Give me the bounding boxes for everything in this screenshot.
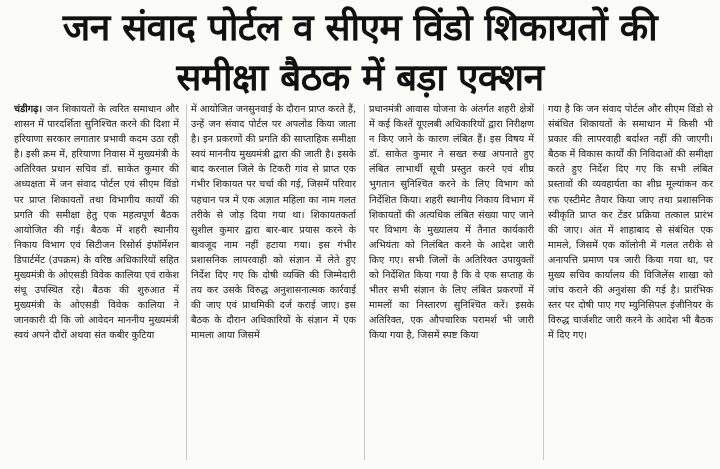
article-column-1 — [14, 102, 179, 464]
article-body — [14, 102, 714, 464]
column-3-text: प्रधानमंत्री आवास योजना के अंतर्गत शहरी क्षेत्रों में कई किश्तें यूएलबी अधिकारियों द्वारा निरीक्षण न किए जाने के कारण लंबित हैं। इस विषय में डॉ. साकेत कुमार ने सख्त रुख अपनाते हुए लंबित लाभार्थी सूची प्रस्तुत करने एवं शीघ्र भुगतान सुनिश्चित करने के लिए विभाग को निर्देशित किया। शहरी स्थानीय निकाय विभाग में शिकायतों की अत्यधिक लंबित संख्या पाए जाने पर विभाग के मुख्यालय में तैनात कार्यकारी अभियंता को निलंबित करने के आदेश जारी किए गए। सभी जिलों के अतिरिक्त उपायुक्तों को निर्देशित किया गया है कि वे एक सप्ताह के भीतर सभी संज्ञान के लिए लंबित प्रकरणों में मामलों का निस्तारण सुनिश्चित करें। इसके अतिरिक्त, एक औपचारिक परामर्श भी जारी किया गया है, जिसमें स्पष्ट किया — [369, 104, 534, 342]
column-1-text: जन शिकायतों के त्वरित समाधान और शासन में पारदर्शिता सुनिश्चित करने की दिशा में हरियाणा सरकार लगातार प्रभावी कदम उठा रही है। इसी क्रम में, हरियाणा निवास में मुख्यमंत्री के अतिरिक्त प्रधान सचिव डॉ. साकेत कुमार की अध्यक्षता में जन संवाद पोर्टल एवं सीएम विंडो पर प्राप्त शिकायतों तथा विभागीय कार्यों की प्रगति की समीक्षा हेतु एक महत्वपूर्ण बैठक आयोजित की गई। बैठक में शहरी स्थानीय निकाय विभाग एवं सिटीजन रिसोर्स इंफॉर्मेशन डिपार्टमेंट (उपक्रम) के वरिष्ठ अधिकारियों सहित मुख्यमंत्री के ओएसडी विवेक कालिया एवं राकेश संधू उपस्थित रहे। बैठक की शुरुआत में मुख्यमंत्री के ओएसडी विवेक कालिया ने जानकारी दी कि जो आवेदन माननीय मुख्यमंत्री स्वयं अपने दौरों अथवा संत कबीर कुटिया — [14, 104, 179, 342]
article-column-3 — [369, 102, 534, 464]
article-column-4 — [548, 102, 713, 464]
headline-line-1: जन संवाद पोर्टल व सीएम विंडो शिकायतों की — [62, 6, 658, 49]
headline-line-2: समीक्षा बैठक में बड़ा एक्शन — [176, 56, 544, 99]
column-2-text: में आयोजित जनसुनवाई के दौरान प्राप्त करते हैं, उन्हें जन संवाद पोर्टल पर अपलोड किया जाता है। इन प्रकरणों की प्रगति की साप्ताहिक समीक्षा स्वयं माननीय मुख्यमंत्री द्वारा की जाती है। इसके बाद करनाल जिले के टिकरी गांव से प्राप्त एक गंभीर शिकायत पर चर्चा की गई, जिसमें परिवार पहचान पत्र में एक अज्ञात महिला का नाम गलत तरीके से जोड़ दिया गया था। शिकायतकर्ता सुशील कुमार द्वारा बार-बार प्रयास करने के बावजूद नाम नहीं हटाया गया। इस गंभीर प्रशासनिक लापरवाही को संज्ञान में लेते हुए निर्देश दिए गए कि दोषी व्यक्ति की जिम्मेदारी तय कर उसके विरुद्ध अनुशासनात्मक कार्रवाई की जाए एवं प्राथमिकी दर्ज कराई जाए। इस बैठक के दौरान अधिकारियों के संज्ञान में एक मामला आया जिसमें — [191, 104, 356, 342]
column-4-text: गया है कि जन संवाद पोर्टल और सीएम विंडो से संबंधित शिकायतों के समाधान में किसी भी प्रकार की लापरवाही बर्दाश्त नहीं की जाएगी। बैठक में विकास कार्यों की निविदाओं की समीक्षा करते हुए निर्देश दिए गए कि सभी लंबित प्रस्तावों की व्यवहार्यता का शीघ्र मूल्यांकन कर रफ एस्टीमेट तैयार किया जाए तथा प्रशासनिक स्वीकृति प्राप्त कर टेंडर प्रक्रिया तत्काल प्रारंभ की जाए। अंत में शाहाबाद से संबंधित एक मामले, जिसमें एक कॉलोनी में गलत तरीके से अनापत्ति प्रमाण पत्र जारी किया गया था, पर मुख्य सचिव कार्यालय की विजिलेंस शाखा को जांच कराने की अनुशंसा की गई है। प्रारंभिक स्तर पर दोषी पाए गए म्युनिसिपल इंजीनियर के विरुद्ध चार्जशीट जारी करने के आदेश भी बैठक में दिए गए। — [548, 104, 713, 342]
headline — [0, 4, 720, 102]
dateline: चंडीगढ़। — [14, 104, 43, 115]
article-column-2 — [191, 102, 356, 464]
